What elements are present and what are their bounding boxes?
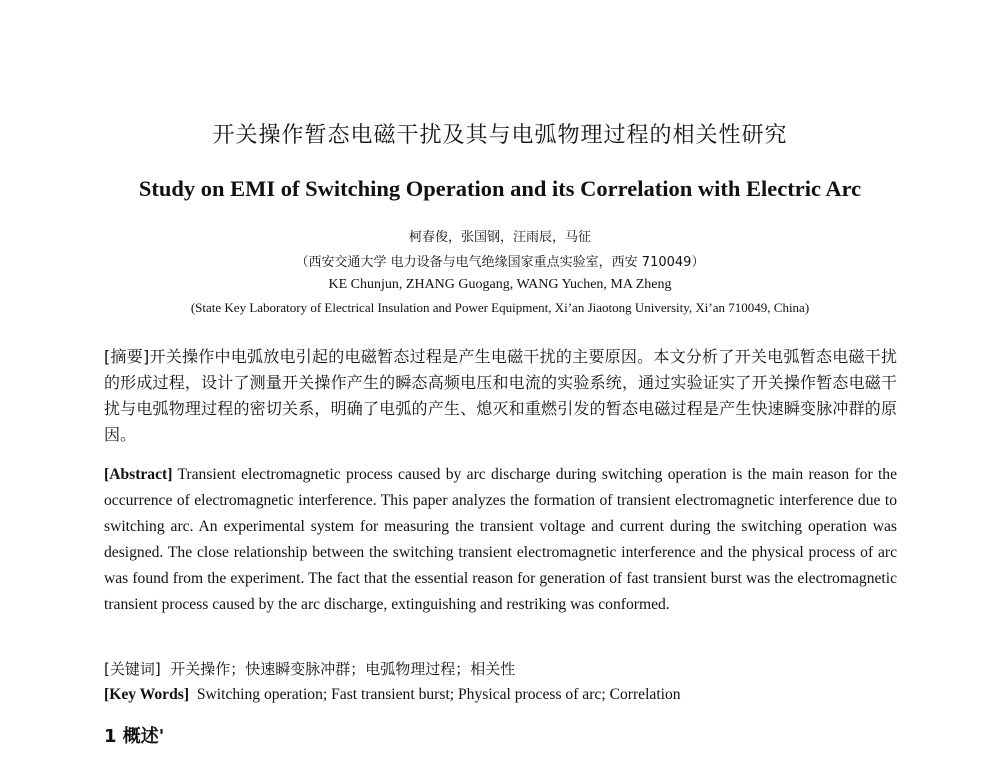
keywords-chinese-text: 开关操作；快速瞬变脉冲群；电弧物理过程；相关性 bbox=[170, 660, 516, 678]
abstract-english-label: [Abstract] bbox=[104, 466, 173, 483]
keywords-english bbox=[104, 686, 681, 704]
keywords-english-label: [Key Words] bbox=[104, 686, 190, 703]
abstract-chinese bbox=[104, 344, 897, 448]
abstract-english-text: Transient electromagnetic process caused by arc discharge during switching operation is the main reason for the occurrence of electromagnetic interference. This paper analyzes the formation of transient electromagnetic interference due to switching arc. An experimental system for measuring the transient voltage and current during the switching operation was designed. The close relationship between the switching transient electromagnetic interference and the physical process of arc was found from the experiment. The fact that the essential reason for generation of fast transient burst was the electromagnetic transient process caused by the arc discharge, extinguishing and restriking was conformed. bbox=[104, 466, 897, 613]
abstract-chinese-text: 开关操作中电弧放电引起的电磁暂态过程是产生电磁干扰的主要原因。本文分析了开关电弧暂态电磁干扰的形成过程，设计了测量开关操作产生的瞬态高频电压和电流的实验系统，通过实验证实了开关操作暂态电磁干扰与电弧物理过程的密切关系，明确了电弧的产生、熄灭和重燃引发的暂态电磁过程是产生快速瞬变脉冲群的原因。 bbox=[104, 347, 897, 444]
title-chinese: 开关操作暂态电磁干扰及其与电弧物理过程的相关性研究 bbox=[212, 123, 788, 148]
abstract-chinese-label: [摘要] bbox=[104, 347, 150, 366]
authors-english: KE Chunjun, ZHANG Guogang, WANG Yuchen, MA Zheng bbox=[328, 277, 672, 292]
abstract-english bbox=[104, 462, 897, 618]
keywords-english-text: Switching operation; Fast transient burst; Physical process of arc; Correlation bbox=[196, 686, 681, 703]
title-english: Study on EMI of Switching Operation and its Correlation with Electric Arc bbox=[138, 176, 862, 201]
keywords-chinese bbox=[104, 658, 515, 679]
affiliation-chinese: （西安交通大学 电力设备与电气绝缘国家重点实验室，西安 710049） bbox=[295, 255, 705, 270]
authors-chinese: 柯春俊，张国钢，汪雨辰，马征 bbox=[408, 230, 591, 245]
section-heading: 1 概述' bbox=[104, 726, 165, 747]
keywords-chinese-label: [关键词] bbox=[104, 660, 161, 678]
affiliation-english: (State Key Laboratory of Electrical Insulation and Power Equipment, Xi’an Jiaotong University, Xi’an 710049, China) bbox=[190, 300, 810, 315]
